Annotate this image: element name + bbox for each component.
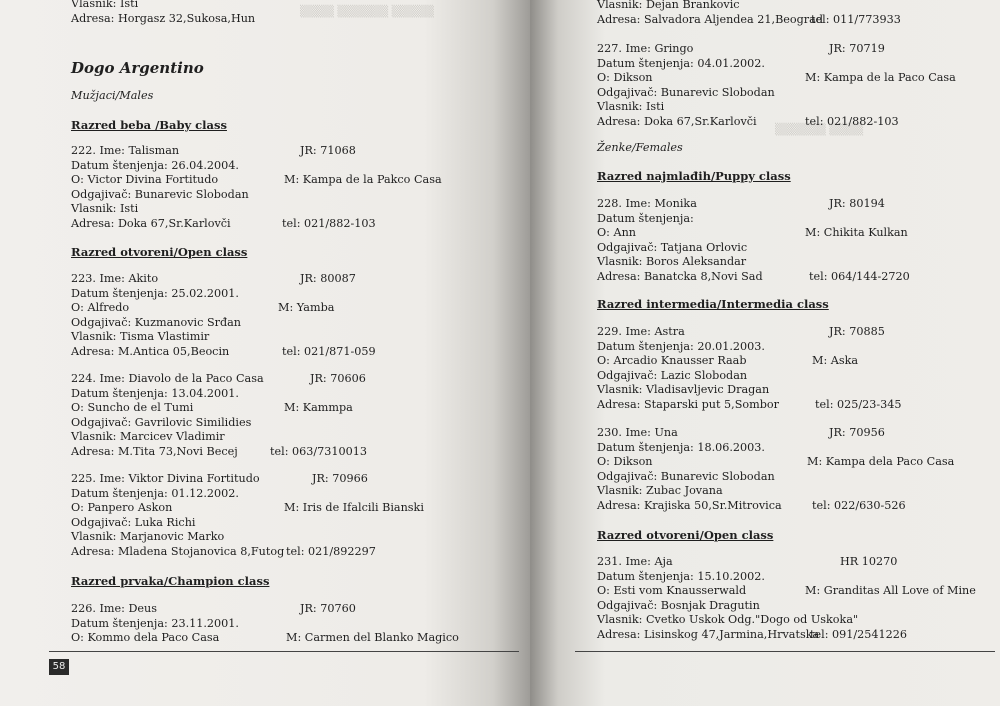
entry-name: 222. Ime: Talisman xyxy=(71,144,180,157)
entry-jr: JR: 70719 xyxy=(829,42,885,55)
entry-born: Datum štenjenja: xyxy=(597,211,694,225)
entry-address: Adresa: Staparski put 5,Sombor xyxy=(597,397,779,411)
entry-mother: M: Kampa de la Paco Casa xyxy=(805,71,956,85)
entry-father: O: Arcadio Knausser Raab xyxy=(597,354,747,368)
top-line: Adresa: Salvadora Aljendea 21,Beograd xyxy=(597,12,823,26)
entry-born: Datum štenjenja: 26.04.2004. xyxy=(71,158,239,172)
dog-entry xyxy=(597,426,987,514)
section-title: Razred otvoreni/Open class xyxy=(71,245,248,259)
entry-born: Datum štenjenja: 04.01.2002. xyxy=(597,56,765,70)
left-top-lines xyxy=(71,0,255,26)
entry-tel: tel: 021/882-103 xyxy=(805,114,899,128)
entry-breeder: Odgajivač: Gavrilovic Similidies xyxy=(71,415,252,429)
entry-father: O: Panpero Askon xyxy=(71,501,173,515)
entry-mother: M: Chikita Kulkan xyxy=(805,226,908,240)
entry-tel: tel: 064/144-2720 xyxy=(809,269,910,283)
entry-jr: JR: 70606 xyxy=(310,372,366,385)
entry-address: Adresa: M.Antica 05,Beocin xyxy=(71,344,230,358)
entry-mother: M: Kampa de la Pakco Casa xyxy=(284,173,442,187)
entry-breeder: Odgajivač: Bunarevic Slobodan xyxy=(71,187,249,201)
dog-entry xyxy=(597,197,987,285)
entry-jr: JR: 71068 xyxy=(300,144,356,157)
entry-tel: tel: 021/892297 xyxy=(286,544,376,558)
entry-name: 231. Ime: Aja xyxy=(597,555,673,568)
entry-name: 228. Ime: Monika xyxy=(597,197,697,210)
entry-tel: tel: 021/882-103 xyxy=(282,216,376,230)
entry-father: O: Alfredo xyxy=(71,301,130,315)
bleed-through-text: ▒▒▒▒ ▒▒▒▒▒▒ ▒▒▒▒▒ xyxy=(300,5,434,18)
entry-breeder: Odgajivač: Tatjana Orlovic xyxy=(597,240,748,254)
entry-address: Adresa: Mladena Stojanovica 8,Futog xyxy=(71,544,285,558)
entry-breeder: Odgajivač: Bunarevic Slobodan xyxy=(597,85,775,99)
entry-name: 225. Ime: Viktor Divina Fortitudo xyxy=(71,472,260,485)
entry-jr: JR: 70760 xyxy=(300,602,356,615)
entry-owner: Vlasnik: Isti xyxy=(71,202,139,216)
top-line: Vlasnik: Isti xyxy=(71,0,139,10)
entry-father: O: Ann xyxy=(597,226,636,240)
dog-entry xyxy=(71,602,511,646)
entry-father: O: Victor Divina Fortitudo xyxy=(71,173,219,187)
entry-mother: M: Kampa dela Paco Casa xyxy=(807,455,955,469)
dog-entry xyxy=(597,325,987,413)
section-title: Razred prvaka/Champion class xyxy=(71,574,270,588)
entry-father: O: Dikson xyxy=(597,455,653,469)
entry-name: 227. Ime: Gringo xyxy=(597,42,694,55)
entry-owner: Vlasnik: Boros Aleksandar xyxy=(597,255,747,269)
entry-address: Adresa: Lisinskog 47,Jarmina,Hrvatska xyxy=(597,627,820,641)
entry-tel: tel: 022/630-526 xyxy=(812,498,906,512)
section-title: Razred otvoreni/Open class xyxy=(597,528,774,542)
dog-entry xyxy=(71,372,511,460)
section-title: Razred najmlađih/Puppy class xyxy=(597,169,791,183)
top-line: Adresa: Horgasz 32,Sukosa,Hun xyxy=(71,11,256,25)
entry-jr: JR: 70966 xyxy=(312,472,368,485)
right-page xyxy=(530,0,1000,706)
section-title: Razred beba /Baby class xyxy=(71,118,227,132)
entry-name: 229. Ime: Astra xyxy=(597,325,685,338)
entry-name: 226. Ime: Deus xyxy=(71,602,157,615)
breed-title: Dogo Argentino xyxy=(71,59,204,77)
entry-father: O: Esti vom Knausserwald xyxy=(597,584,747,598)
entry-mother: M: Aska xyxy=(812,354,859,368)
entry-tel: tel: 025/23-345 xyxy=(815,397,902,411)
entry-jr: JR: 80194 xyxy=(829,197,885,210)
page-number: 58 xyxy=(49,659,69,675)
right-top-lines xyxy=(597,0,987,27)
entry-tel: tel: 091/2541226 xyxy=(810,627,907,641)
entry-jr: HR 10270 xyxy=(840,555,898,568)
top-tel: tel: 011/773933 xyxy=(811,12,901,26)
entry-father: O: Suncho de el Tumi xyxy=(71,401,194,415)
entry-born: Datum štenjenja: 01.12.2002. xyxy=(71,486,239,500)
entry-born: Datum štenjenja: 25.02.2001. xyxy=(71,286,239,300)
entry-mother: M: Kammpa xyxy=(284,401,353,415)
group-title: Ženke/Females xyxy=(597,141,683,154)
entry-address: Adresa: Doka 67,Sr.Karlovči xyxy=(597,114,757,128)
entry-tel: tel: 021/871-059 xyxy=(282,344,376,358)
entry-mother: M: Granditas All Love of Mine xyxy=(805,584,976,598)
entry-breeder: Odgajivač: Kuzmanovic Srđan xyxy=(71,315,241,329)
entry-name: 230. Ime: Una xyxy=(597,426,678,439)
entry-address: Adresa: M.Tita 73,Novi Becej xyxy=(71,444,238,458)
entry-name: 224. Ime: Diavolo de la Paco Casa xyxy=(71,372,264,385)
entry-jr: JR: 70956 xyxy=(829,426,885,439)
dog-entry xyxy=(71,272,511,360)
dog-entry xyxy=(597,555,992,643)
entry-born: Datum štenjenja: 20.01.2003. xyxy=(597,339,765,353)
footer-rule xyxy=(575,651,995,652)
entry-father: O: Kommo dela Paco Casa xyxy=(71,631,220,645)
entry-address: Adresa: Doka 67,Sr.Karlovči xyxy=(71,216,231,230)
group-title: Mužjaci/Males xyxy=(71,89,154,102)
entry-address: Adresa: Krajiska 50,Sr.Mitrovica xyxy=(597,498,782,512)
entry-breeder: Odgajivač: Lazic Slobodan xyxy=(597,368,748,382)
entry-born: Datum štenjenja: 15.10.2002. xyxy=(597,569,765,583)
entry-owner: Vlasnik: Tisma Vlastimir xyxy=(71,330,210,344)
entry-father: O: Dikson xyxy=(597,71,653,85)
entry-born: Datum štenjenja: 18.06.2003. xyxy=(597,440,765,454)
dog-entry xyxy=(597,42,987,130)
entry-breeder: Odgajivač: Luka Richi xyxy=(71,515,196,529)
entry-jr: JR: 70885 xyxy=(829,325,885,338)
dog-entry xyxy=(71,144,511,232)
entry-mother: M: Iris de Ifalcili Bianski xyxy=(284,501,424,515)
dog-entry xyxy=(71,472,511,560)
entry-owner: Vlasnik: Isti xyxy=(597,100,665,114)
entry-mother: M: Carmen del Blanko Magico xyxy=(286,631,459,645)
entry-tel: tel: 063/7310013 xyxy=(270,444,367,458)
entry-address: Adresa: Banatcka 8,Novi Sad xyxy=(597,269,763,283)
entry-owner: Vlasnik: Marcicev Vladimir xyxy=(71,430,225,444)
entry-born: Datum štenjenja: 13.04.2001. xyxy=(71,386,239,400)
entry-breeder: Odgajivač: Bosnjak Dragutin xyxy=(597,598,760,612)
entry-jr: JR: 80087 xyxy=(300,272,356,285)
entry-mother: M: Yamba xyxy=(278,301,335,315)
entry-owner: Vlasnik: Zubac Jovana xyxy=(597,484,723,498)
bleed-through-text: ▒▒▒▒▒▒ ▒▒▒▒ xyxy=(775,123,864,136)
entry-owner: Vlasnik: Cvetko Uskok Odg."Dogo od Uskoka" xyxy=(597,613,859,627)
footer-rule xyxy=(49,651,519,652)
top-line: Vlasnik: Dejan Brankovic xyxy=(597,0,740,11)
entry-name: 223. Ime: Akito xyxy=(71,272,159,285)
entry-born: Datum štenjenja: 23.11.2001. xyxy=(71,616,239,630)
entry-owner: Vlasnik: Vladisavljevic Dragan xyxy=(597,383,770,397)
section-title: Razred intermedia/Intermedia class xyxy=(597,297,829,311)
entry-owner: Vlasnik: Marjanovic Marko xyxy=(71,530,225,544)
entry-breeder: Odgajivač: Bunarevic Slobodan xyxy=(597,469,775,483)
